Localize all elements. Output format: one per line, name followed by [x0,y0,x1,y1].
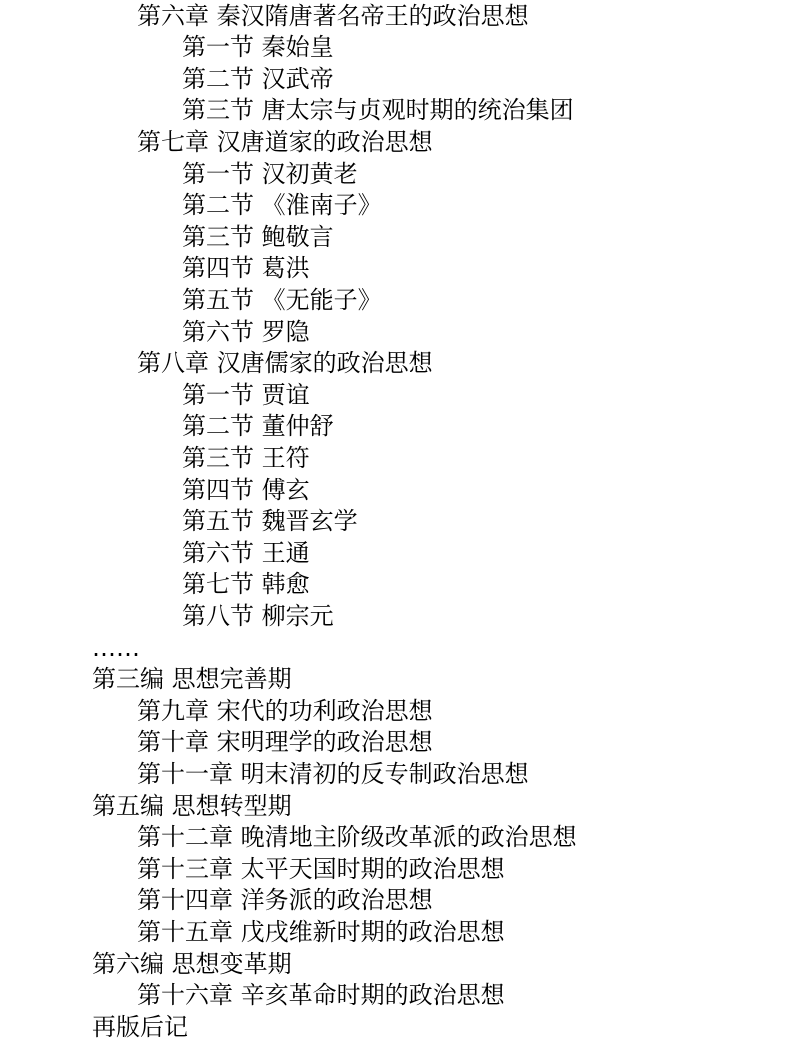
toc-chapter-entry: 第七章 汉唐道家的政治思想 [137,127,433,156]
toc-section-entry: 第六节 王通 [182,538,310,567]
toc-section-entry: 第一节 贾谊 [182,380,310,409]
toc-chapter-entry: 第十五章 戊戌维新时期的政治思想 [137,917,505,946]
toc-part-entry: 第五编 思想转型期 [92,791,292,820]
toc-chapter-entry: 第十三章 太平天国时期的政治思想 [137,854,505,883]
toc-section-entry: 第六节 罗隐 [182,317,310,346]
toc-chapter-entry: 第十二章 晚清地主阶级改革派的政治思想 [137,823,577,852]
toc-section-entry: 第五节 魏晋玄学 [182,507,358,536]
toc-chapter-entry: 第十四章 洋务派的政治思想 [137,886,433,915]
toc-section-entry: 第三节 王符 [182,443,310,472]
toc-ellipsis-entry: …… [92,633,140,662]
toc-section-entry: 第二节 董仲舒 [182,412,334,441]
toc-chapter-entry: 第八章 汉唐儒家的政治思想 [137,349,433,378]
toc-part-entry: 第六编 思想变革期 [92,949,292,978]
toc-section-entry: 第四节 傅玄 [182,475,310,504]
toc-chapter-entry: 第十六章 辛亥革命时期的政治思想 [137,981,505,1010]
toc-section-entry: 第二节 《淮南子》 [182,191,382,220]
toc-section-entry: 第七节 韩愈 [182,570,310,599]
toc-chapter-entry: 第九章 宋代的功利政治思想 [137,696,433,725]
toc-chapter-entry: 第六章 秦汉隋唐著名帝王的政治思想 [137,1,529,30]
toc-section-entry: 第三节 鲍敬言 [182,222,334,251]
toc-part-entry: 再版后记 [92,1012,188,1041]
toc-section-entry: 第二节 汉武帝 [182,64,334,93]
toc-chapter-entry: 第十一章 明末清初的反专制政治思想 [137,759,529,788]
toc-section-entry: 第五节 《无能子》 [182,285,382,314]
toc-chapter-entry: 第十章 宋明理学的政治思想 [137,728,433,757]
toc-section-entry: 第一节 汉初黄老 [182,159,358,188]
toc-section-entry: 第一节 秦始皇 [182,33,334,62]
toc-section-entry: 第三节 唐太宗与贞观时期的统治集团 [182,96,574,125]
toc-section-entry: 第四节 葛洪 [182,254,310,283]
toc-section-entry: 第八节 柳宗元 [182,601,334,630]
toc-part-entry: 第三编 思想完善期 [92,665,292,694]
